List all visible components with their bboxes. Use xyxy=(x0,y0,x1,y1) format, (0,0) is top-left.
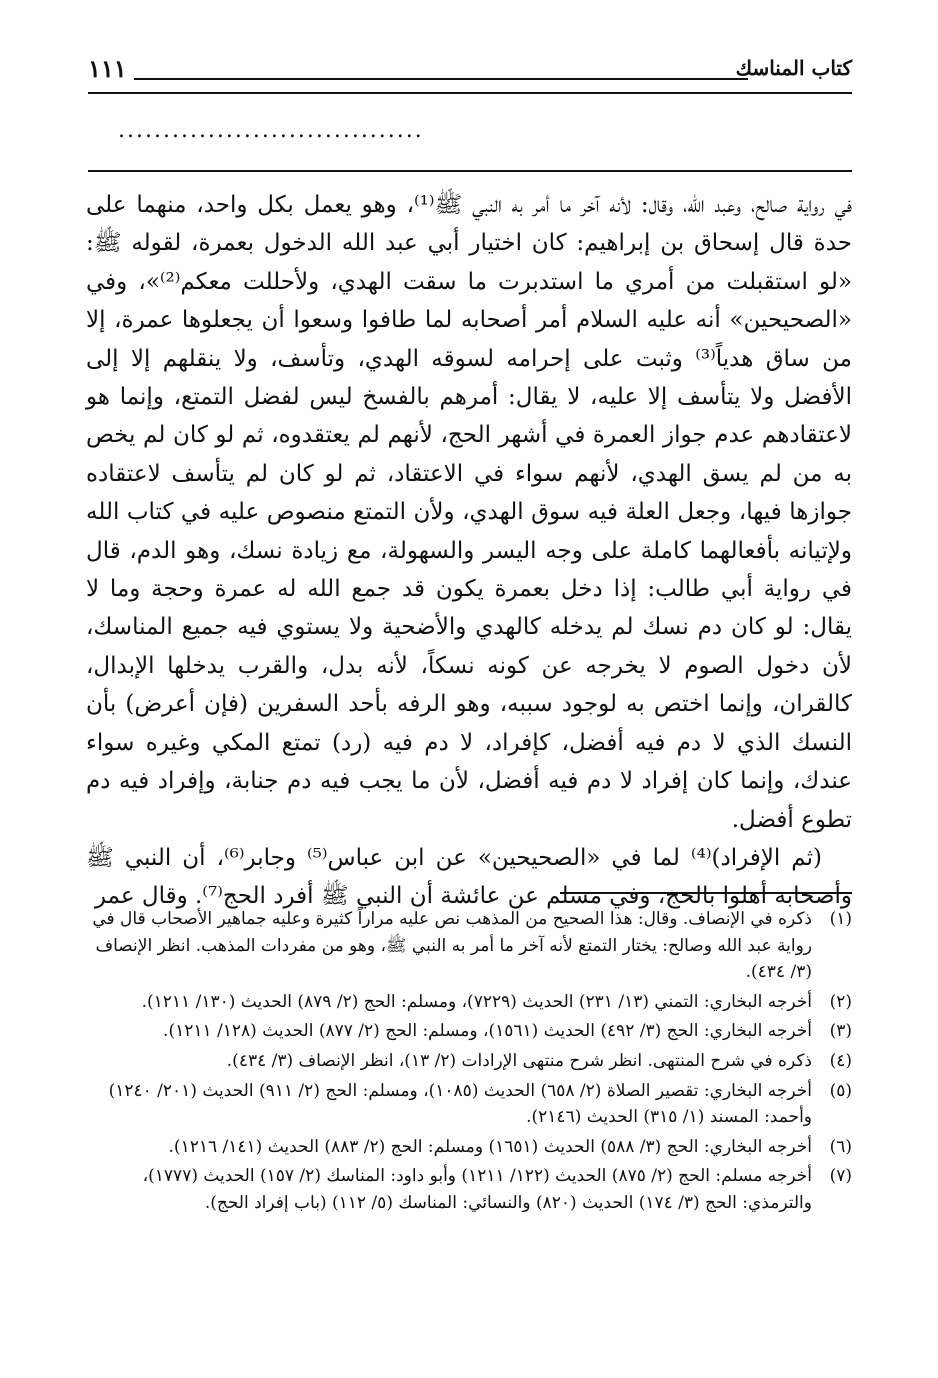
footnote xyxy=(86,1048,852,1075)
footnote xyxy=(86,989,852,1016)
book-title: كتاب المناسك xyxy=(735,56,852,80)
footnote-number: (٢) xyxy=(829,991,852,1012)
paragraph: في رواية صالح، وعبد الله، وقال: لأنه آخر ما أمر به النبي ﷺ⁽¹⁾، وهو يعمل بكل واحد، منهما على حدة قال إسحاق بن إبراهيم: كان اختيار أبي عبد الله الدخول بعمرة، لقوله ﷺ: «لو استقبلت من أمري ما استدبرت ما سقت الهدي، ولأحللت معكم⁽²⁾»، وفي «الصحيحين» أنه عليه السلام أمر أصحابه لما طافوا وسعوا أن يجعلوها عمرة، إلا من ساق هدياً⁽³⁾ وثبت على إحرامه لسوقه الهدي، وتأسف، ولا ينقلهم إلا إلى الأفضل ولا يتأسف إلا عليه، لا يقال: أمرهم بالفسخ ليس لفضل التمتع، وإنما هو لاعتقادهم عدم جواز العمرة في أشهر الحج، لأنهم لم يعتقدوه، ثم لو كان لم يخص به من لم يسق الهدي، لأنهم سواء في الاعتقاد، ثم لو كان لم يتأسف لاعتقاده جوازها فيها، وجعل العلة فيه سوق الهدي، ولأن التمتع منصوص عليه في كتاب الله ولإتيانه بأفعالهما كاملة على وجه اليسر والسهولة، مع زيادة نسك، وهو الدم، قال في رواية أبي طالب: إذا دخل بعمرة يكون قد جمع الله له عمرة وحجة وما لا يقال: لو كان دم نسك لم يدخله كالهدي والأضحية ولا يستوي فيه جميع المناسك، لأن دخول الصوم لا يخرجه عن كونه نسكاً، لأنه بدل، والقرب يدخلها الإبدال، كالقران، وإنما اختص به لوجود سببه، وهو الرفه بأحد السفرين (فإن أعرض) بأن النسك الذي لا دم فيه أفضل، كإفراد، لا دم فيه (رد) تمتع المكي وغيره سواء عندك، وإنما كان إفراد لا دم فيه أفضل، لأن ما يجب فيه دم جنابة، وإفراد فيه دم تطوع أفضل. xyxy=(86,192,852,833)
footnote-separator xyxy=(560,892,852,894)
footnote-text: أخرجه البخاري: تقصير الصلاة (٢/ ٦٥٨) الحديث (١٠٨٥)، ومسلم: الحج (٢/ ٩١١) الحديث (٢٠١/ ١٢٤٠) وأحمد: المسند (١/ ٣١٥) الحديث (٢١٤٦). xyxy=(108,1080,812,1128)
footnote xyxy=(86,906,852,986)
ellipsis-line: .................................. xyxy=(118,118,424,143)
footnote-text: ذكره في الإنصاف. وقال: هذا الصحيح من المذهب نص عليه مراراً كثيرة وعليه جماهير الأصحاب قال في رواية عبد الله وصالح: يختار التمتع لأنه آخر ما أمر به النبي ﷺ، وهو من مفردات المذهب. انظر الإنصاف (٣/ ٤٣٤). xyxy=(92,909,812,983)
footnote-text: أخرجه البخاري: التمني (١٣/ ٢٣١) الحديث (٧٢٢٩)، ومسلم: الحج (٢/ ٨٧٩) الحديث (١٣٠/ ١٢١١). xyxy=(141,991,812,1012)
footnote-number: (٣) xyxy=(829,1021,852,1042)
main-text xyxy=(86,186,852,916)
page-number: ١١١ xyxy=(88,54,127,83)
footnote-number: (٤) xyxy=(829,1050,852,1071)
footnote-text: أخرجه مسلم: الحج (٢/ ٨٧٥) الحديث (١٢٢/ ١٢١١) وأبو داود: المناسك (٢/ ١٥٧) الحديث (١٧٧٧)، والترمذي: الحج (٣/ ١٧٤) الحديث (٨٢٠) والنسائي: المناسك (٥/ ١١٢) (باب إفراد الحج). xyxy=(142,1166,812,1213)
footnote xyxy=(86,1163,852,1216)
footnote-text: أخرجه البخاري: الحج (٣/ ٤٩٢) الحديث (١٥٦١)، ومسلم: الحج (٢/ ٨٧٧) الحديث (١٢٨/ ١٢١١). xyxy=(163,1021,812,1042)
footnote xyxy=(86,1018,852,1045)
footnote-number: (٦) xyxy=(829,1136,852,1157)
footnote-number: (٥) xyxy=(829,1080,852,1101)
footnotes xyxy=(86,906,852,1220)
header-rule xyxy=(134,78,748,80)
footnote-number: (٧) xyxy=(829,1166,852,1187)
footnote-text: أخرجه البخاري: الحج (٣/ ٥٨٨) الحديث (١٦٥١) ومسلم: الحج (٢/ ٨٨٣) الحديث (١٤١/ ١٢١٦). xyxy=(168,1136,812,1157)
footnote-number: (١) xyxy=(829,909,852,929)
footnote-text: ذكره في شرح المنتهى. انظر شرح منتهى الإرادات (٢/ ١٣)، انظر الإنصاف (٣/ ٤٣٤). xyxy=(226,1050,812,1071)
header-underline xyxy=(88,92,852,94)
footnote xyxy=(86,1134,852,1161)
page-header xyxy=(88,52,852,92)
paragraph: (ثم الإفراد)⁽⁴⁾ لما في «الصحيحين» عن ابن عباس⁽⁵⁾ وجابر⁽⁶⁾، أن النبي ﷺ وأصحابه أهلوا بالحج، وفي مسلم عن عائشة أن النبي ﷺ أفرد الحج⁽⁷⁾. وقال عمر xyxy=(86,844,852,910)
footnote xyxy=(86,1078,852,1131)
section-separator xyxy=(88,170,852,172)
